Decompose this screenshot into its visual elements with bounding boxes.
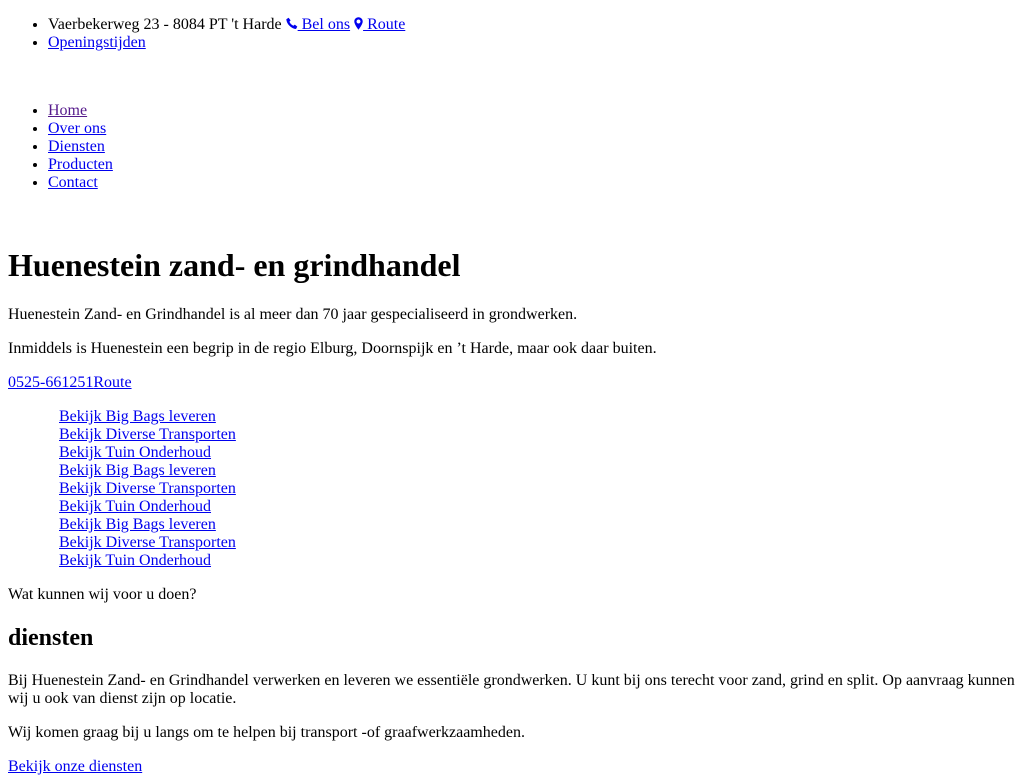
intro-paragraph-2: Inmiddels is Huenestein een begrip in de regio Elburg, Doornspijk en ’t Harde, maar ook daar buiten. [8,340,657,357]
services-cta [8,758,142,776]
main-content [8,246,1018,775]
slide-link-transporten[interactable]: Bekijk Diverse Transporten [59,534,236,551]
phone-icon [286,16,298,33]
top-bar [48,16,1008,52]
services-heading: diensten [8,625,94,651]
services-question: Wat kunnen wij voor u doen? [8,586,197,603]
call-link[interactable] [286,16,350,33]
slide-link-tuin-onderhoud[interactable]: Bekijk Tuin Onderhoud [59,498,212,515]
address-text: Vaerbekerweg 23 - 8084 PT 't Harde [48,16,282,33]
slide-link-big-bags[interactable]: Bekijk Big Bags leveren [59,516,216,533]
slide-item [59,498,236,516]
slide-item [59,426,236,444]
slide-item [59,480,236,498]
main-navigation [48,102,1008,192]
services-paragraph-2: Wij komen graag bij u langs om te helpen bij transport -of graafwerkzaamheden. [8,724,525,741]
route-link-label: Route [363,16,406,33]
nav-item-over-ons [48,120,1008,138]
hero-contact-links [8,374,132,392]
slide-item [59,462,236,480]
slide-link-tuin-onderhoud[interactable]: Bekijk Tuin Onderhoud [59,552,212,569]
services-slider [59,408,236,570]
slide-link-transporten[interactable]: Bekijk Diverse Transporten [59,480,236,497]
map-marker-icon [354,16,363,33]
page-title: Huenestein zand- en grindhandel [8,247,461,283]
nav-link-over-ons[interactable]: Over ons [48,120,107,137]
top-bar-item-contact [48,16,1008,34]
nav-item-contact [48,174,1008,192]
main-navigation-list [48,102,1008,192]
view-services-link[interactable]: Bekijk onze diensten [8,758,143,775]
phone-number-link[interactable]: 0525-661251 [8,374,94,391]
slide-item [59,444,236,462]
route-link[interactable] [354,16,405,33]
intro-paragraph-1: Huenestein Zand- en Grindhandel is al meer dan 70 jaar gespecialiseerd in grondwerken. [8,306,578,323]
call-link-label: Bel ons [297,16,351,33]
top-bar-item-hours [48,34,1008,52]
nav-item-home [48,102,1008,120]
slide-link-transporten[interactable]: Bekijk Diverse Transporten [59,426,236,443]
slide-link-big-bags[interactable]: Bekijk Big Bags leveren [59,408,216,425]
nav-link-producten[interactable]: Producten [48,156,113,173]
nav-item-producten [48,156,1008,174]
slide-item [59,408,236,426]
slide-link-big-bags[interactable]: Bekijk Big Bags leveren [59,462,216,479]
top-bar-list [48,16,1008,52]
services-paragraph-1: Bij Huenestein Zand- en Grindhandel verwerken en leveren we essentiële grondwerken. U kunt bij ons terecht voor zand, grind en split. Op aanvraag kunnen wij u ook van dienst zijn op locatie. [8,672,1015,707]
hero-route-link[interactable]: Route [93,374,132,391]
nav-link-contact[interactable]: Contact [48,174,98,191]
slide-item [59,516,236,534]
nav-item-diensten [48,138,1008,156]
slide-item [59,534,236,552]
nav-link-home[interactable]: Home [48,102,88,119]
opening-hours-link[interactable]: Openingstijden [48,34,146,51]
slide-link-tuin-onderhoud[interactable]: Bekijk Tuin Onderhoud [59,444,212,461]
slide-item [59,552,236,570]
nav-link-diensten[interactable]: Diensten [48,138,105,155]
